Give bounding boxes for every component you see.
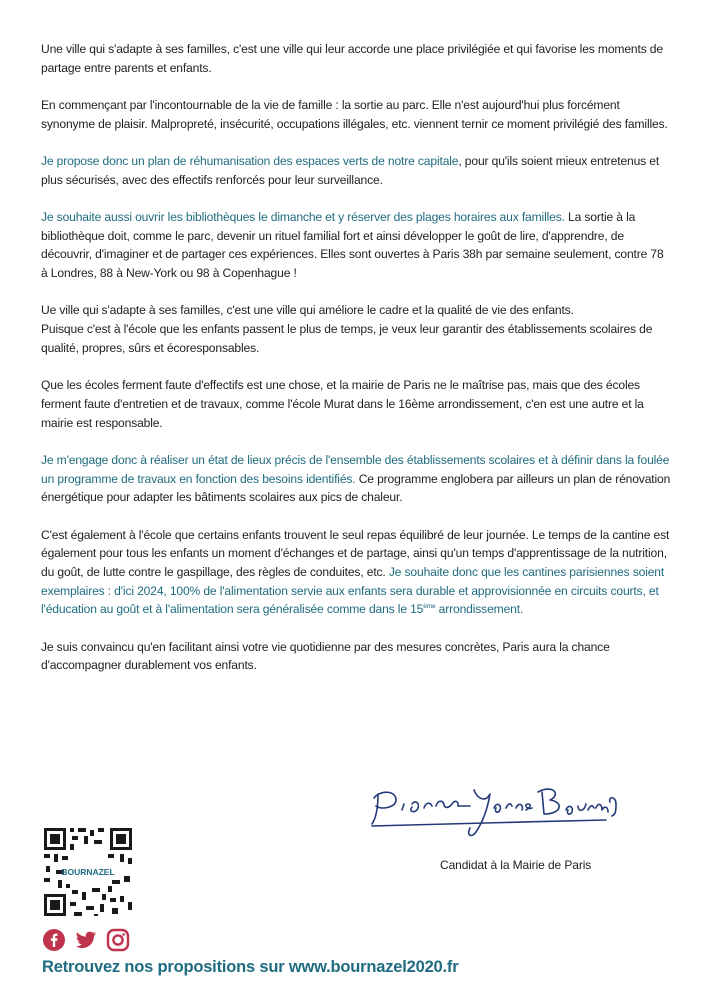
paragraph-1: Une ville qui s'adapte à ses familles, c'est une ville qui leur accorde une place privilégiée et qui favorise les moments de partage entre parents et enfants. (41, 42, 663, 75)
highlight-parks: Je propose donc un plan de réhumanisation des espaces verts de notre capitale (41, 154, 459, 168)
facebook-icon[interactable] (42, 928, 66, 952)
paragraph-6: Que les écoles ferment faute d'effectifs est une chose, et la mairie de Paris ne le maîtrise pas, mais que des écoles ferment faute d'entretien et de travaux, comme l'école Murat dans le 16ème arrondissement, c'en est une autre et la mairie est responsable. (41, 378, 644, 430)
superscript-eme: ème (423, 603, 436, 611)
qr-code[interactable] (42, 826, 134, 918)
highlight-canteens-end: arrondissement. (435, 602, 524, 617)
highlight-libraries: Je souhaite aussi ouvrir les bibliothèques le dimanche et y réserver des plages horaires aux familles. (41, 210, 565, 224)
paragraph-3-text: , pour qu'ils soient mieux entretenus et plus sécurisés, avec des effectifs renforcés pour leur surveillance. (41, 154, 660, 187)
twitter-icon[interactable] (74, 928, 98, 952)
qr-label: BOURNAZEL (61, 867, 115, 877)
paragraph-5 (41, 301, 671, 357)
paragraph-7-text: Ce programme englobera par ailleurs un plan de rénovation énergétique pour adapter les bâtiments scolaires aux pics de chaleur. (41, 471, 671, 505)
paragraph-3 (41, 152, 671, 189)
highlight-schools: Je m'engage donc à réaliser un état de lieux précis de l'ensemble des établissements scolaires et à définir dans la foulée un programme de travaux en fonction des besoins identifiés. (41, 452, 670, 486)
paragraph-5-line-2: Puisque c'est à l'école que les enfants passent le plus de temps, je veux leur garantir des établissements scolaires de qualité, propres, sûrs et écoresponsables. (41, 322, 653, 355)
paragraph-4-text: La sortie à la bibliothèque doit, comme le parc, devenir un rituel familial fort et ainsi développer le goût de lire, d'apprendre, de découvrir, d'imaginer et de partager ces expériences. Elles sont ouvertes à Paris 38h par semaine seulement, contre 78 à Londres, 88 à New-York ou 98 à Copenhague ! (41, 210, 664, 281)
letter-body (41, 40, 671, 694)
footer-website[interactable]: Retrouvez nos propositions sur www.bournazel2020.fr (42, 958, 459, 976)
social-links (42, 928, 130, 952)
paragraph-4 (41, 208, 671, 283)
instagram-icon[interactable] (106, 928, 130, 952)
paragraph-8 (41, 526, 671, 620)
candidate-title: Candidat à la Mairie de Paris (440, 858, 592, 872)
paragraph-8-text: C'est également à l'école que certains enfants trouvent le seul repas équilibré de leur journée. Le temps de la cantine est également pour tous les enfants un moment d'échanges et de partage, ainsi qu'un temps d'apprentissage de la nutrition, du goût, de lutte contre le gaspillage, des règles de conduites, etc. (41, 527, 670, 579)
paragraph-2: En commençant par l'incontournable de la vie de famille : la sortie au parc. Elle n'est aujourd'hui plus forcément synonyme de plaisir. Malpropreté, insécurité, occupations illégales, etc. viennent ternir ce moment privilégié des familles. (41, 98, 668, 131)
signature-image (366, 780, 621, 842)
paragraph-7 (41, 451, 671, 507)
paragraph-9: Je suis convaincu qu'en facilitant ainsi votre vie quotidienne par des mesures concrètes, Paris aura la chance d'accompagner durablement vos enfants. (41, 639, 610, 673)
highlight-canteens-text: Je souhaite donc que les cantines parisiennes soient exemplaires : d'ici 2024, 100% de l'alimentation servie aux enfants sera durable et approvisionnée en circuits courts, et l'éducation au goût et à l'alimentation sera généralisée comme dans le 15 (41, 564, 665, 617)
paragraph-5-line-1: Ue ville qui s'adapte à ses familles, c'est une ville qui améliore le cadre et la qualité de vie des enfants. (41, 303, 574, 318)
